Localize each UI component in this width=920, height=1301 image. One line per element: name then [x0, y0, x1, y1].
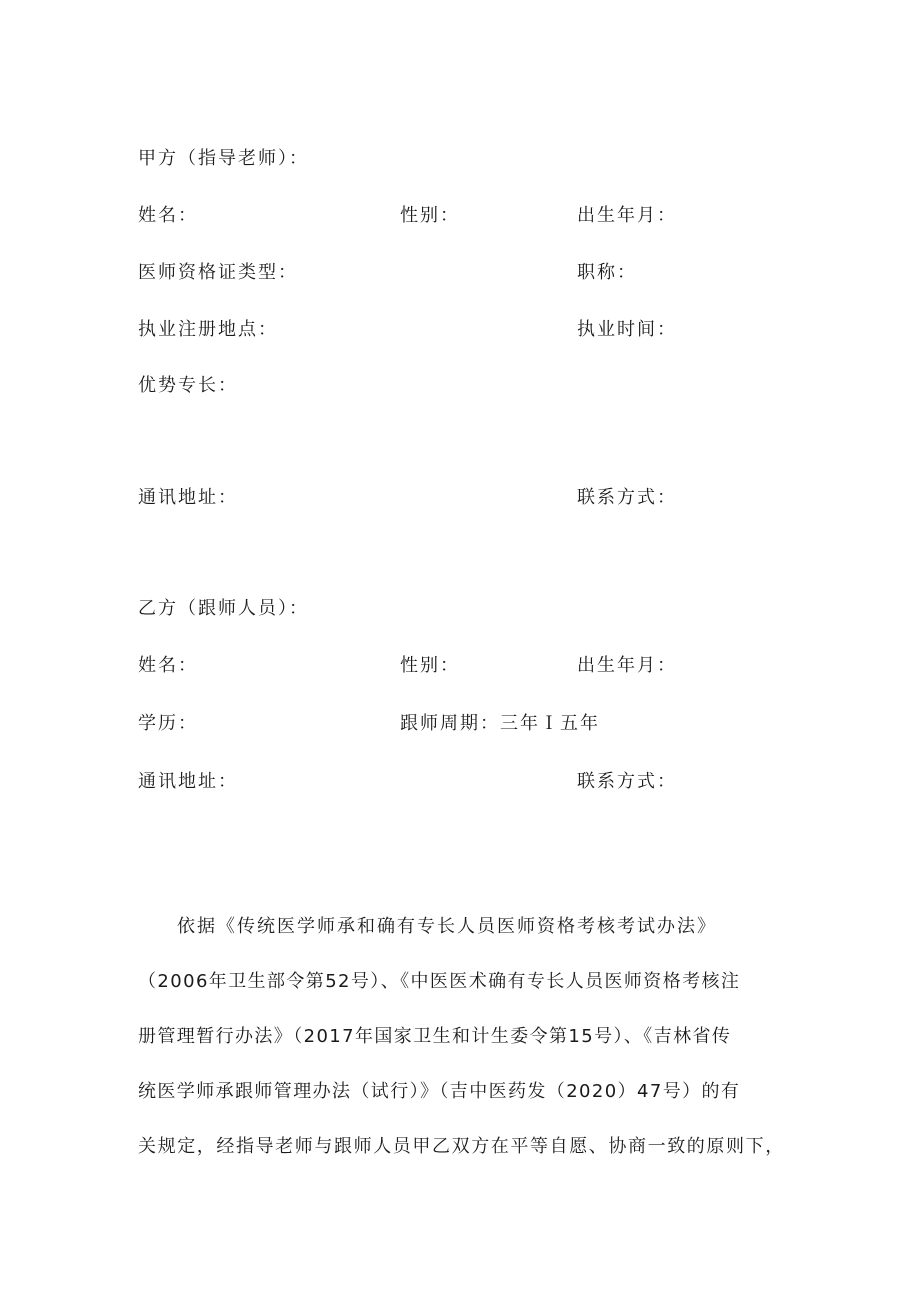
party-b-birth-label: 出生年月： — [577, 655, 677, 676]
body-text-line-5: 关规定，经指导老师与跟师人员甲乙双方在平等自愿、协商一致的原则下， — [138, 1136, 785, 1157]
party-a-contact-label: 联系方式： — [577, 487, 677, 508]
party-b-contact-label: 联系方式： — [577, 771, 677, 792]
party-a-heading: 甲方（指导老师）： — [138, 148, 309, 169]
party-b-address-label: 通讯地址： — [138, 771, 238, 792]
party-a-cert-type-label: 医师资格证类型： — [138, 262, 298, 283]
party-b-name-label: 姓名： — [138, 655, 198, 676]
party-a-address-label: 通讯地址： — [138, 487, 238, 508]
party-b-period-label: 跟师周期：三年Ｉ五年 — [400, 713, 600, 734]
body-text-line-2: （2006年卫生部令第52号）、《中医医术确有专长人员医师资格考核注 — [138, 971, 741, 992]
party-a-specialty-label: 优势专长： — [138, 375, 238, 396]
party-b-heading: 乙方（跟师人员）： — [138, 598, 309, 619]
party-a-gender-label: 性别： — [400, 205, 460, 226]
party-b-gender-label: 性别： — [400, 655, 460, 676]
body-text-line-4: 统医学师承跟师管理办法（试行）》（吉中医药发（2020）47号）的有 — [138, 1081, 741, 1102]
party-a-title-label: 职称： — [577, 262, 637, 283]
party-a-name-label: 姓名： — [138, 205, 198, 226]
party-a-reg-place-label: 执业注册地点： — [138, 319, 278, 340]
party-a-birth-label: 出生年月： — [577, 205, 677, 226]
party-b-education-label: 学历： — [138, 713, 198, 734]
party-a-practice-time-label: 执业时间： — [577, 319, 677, 340]
body-text-line-1: 依据《传统医学师承和确有专长人员医师资格考核考试办法》 — [177, 916, 717, 937]
body-text-line-3: 册管理暂行办法》（2017年国家卫生和计生委令第15号）、《吉林省传 — [138, 1026, 732, 1047]
